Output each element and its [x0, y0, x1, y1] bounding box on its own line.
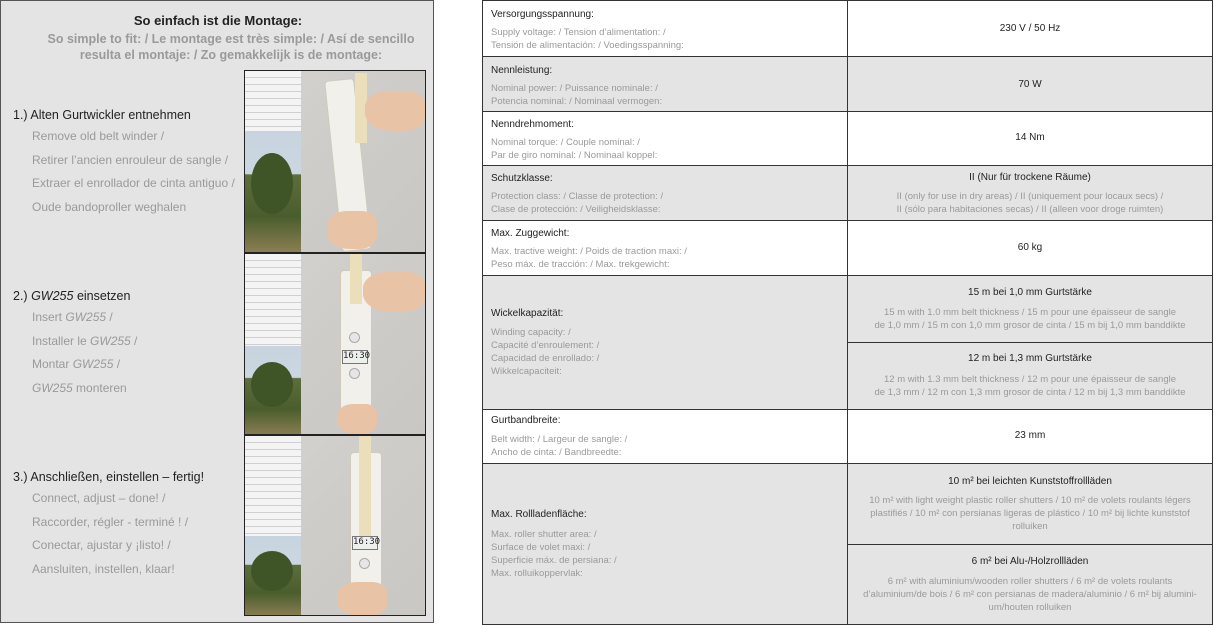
- step-1: [13, 105, 241, 219]
- spec-value-cell: II (Nur für trockene Räume) II (only for use in dry areas) / II (uniquement pour locaux secs) / II (sólo para habitaciones secas) / II (alleen voor droge ruimten): [847, 165, 1213, 221]
- spec-value-cell: 14 Nm: [847, 111, 1213, 166]
- spec-value-cell: 10 m² bei leichten Kunststoffrollläden 10 m² with light weight plastic roller shutters / 10 m² de volets roulants légers plastifiés / 10 m² con persianas ligeras de plástico / 10 m² bij lichte kunststof rolluiken: [847, 463, 1213, 545]
- step-1-line: Retirer l’ancien enrouleur de sangle /: [32, 152, 229, 167]
- spec-row-nominal-torque: [482, 111, 1213, 166]
- device-display: 16:30: [352, 536, 378, 550]
- spec-row-protection-class: [482, 165, 1213, 221]
- hand-graphic: [337, 582, 387, 616]
- spec-value-cell: 6 m² bei Alu-/Holzrollläden 6 m² with aluminium/wooden roller shutters / 6 m² de volets roulants d’aluminium/de bois / 6 m² con persianas de madera/aluminio / 6 m² bij alumini- um/houten rolluiken: [847, 544, 1213, 625]
- spec-label-cell: Nenndrehmoment: Nominal torque: / Couple nominal: / Par de giro nominal: / Nominaal koppel:: [482, 111, 848, 166]
- step-3-line: Conectar, ajustar y ¡listo! /: [32, 538, 171, 552]
- step-2-line: GW255 monteren: [32, 380, 127, 395]
- hand-graphic: [363, 272, 425, 312]
- step-2: [13, 286, 241, 400]
- installation-subtitle: So simple to fit: / Le montage est très simple: / Así de sencillo resulta el montaje: / Zo gemakkelijk is de montage:: [47, 32, 415, 62]
- spec-value-cell: 12 m bei 1,3 mm Gurtstärke 12 m with 1.3 mm belt thickness / 12 m pour une épaisseur de sangle de 1,3 mm / 12 m con 1,3 mm grosor de cinta / 12 m bij 1,3 mm banddikte: [847, 342, 1213, 410]
- spec-row-winding-capacity: [482, 275, 1213, 410]
- roller-shutter-graphic: [245, 436, 301, 536]
- down-button-graphic: [359, 558, 370, 569]
- spec-value-cell: 70 W: [847, 56, 1213, 112]
- step-1-line: Extraer el enrollador de cinta antiguo /: [32, 176, 235, 190]
- installation-title: So einfach ist die Montage:: [133, 13, 303, 28]
- step-3-heading: 3.) Anschließen, einstellen – fertig!: [13, 470, 205, 484]
- installation-panel: [0, 0, 434, 623]
- spec-value-cell: 230 V / 50 Hz: [847, 0, 1213, 57]
- belt-graphic: [350, 254, 362, 304]
- roller-shutter-graphic: [245, 254, 301, 346]
- roller-shutter-graphic: [245, 71, 301, 131]
- spec-row-supply-voltage: [482, 0, 1213, 57]
- window-tree-graphic: [245, 131, 301, 253]
- step-2-line: Montar GW255 /: [32, 357, 121, 371]
- spec-label-cell: Versorgungsspannung: Supply voltage: / Tension d’alimentation: / Tensión de alimentación: / Voedingsspanning:: [482, 0, 848, 57]
- spec-label-cell: Max. Zuggewicht: Max. tractive weight: / Poids de traction maxi: / Peso máx. de tracción: / Max. trekgewicht:: [482, 220, 848, 276]
- step-1-line: Oude bandoproller weghalen: [32, 199, 187, 214]
- step-3-line: Raccorder, régler - terminé ! /: [32, 514, 189, 529]
- step-2-line: Installer le GW255 /: [32, 333, 138, 348]
- hand-graphic: [365, 91, 425, 131]
- step-3-line: Aansluiten, instellen, klaar!: [32, 561, 175, 576]
- device-display: 16:30: [342, 350, 368, 364]
- window-tree-graphic: [245, 536, 301, 616]
- spec-table: [482, 0, 1213, 625]
- spec-label-cell: Max. Rollladenfläche: Max. roller shutter area: / Surface de volet maxi: / Superficie máx. de persiana: / Max. rolluikoppervlak:: [482, 463, 848, 625]
- hand-graphic: [327, 211, 377, 249]
- spec-value-cell: 23 mm: [847, 409, 1213, 464]
- step-3-photo: [244, 435, 426, 616]
- spec-label-cell: Nennleistung: Nominal power: / Puissance nominale: / Potencia nominal: / Nominaal vermogen:: [482, 56, 848, 112]
- window-tree-graphic: [245, 346, 301, 435]
- step-2-line: Insert GW255 /: [32, 310, 113, 324]
- step-3-line: Connect, adjust – done! /: [32, 491, 166, 505]
- up-button-graphic: [349, 332, 360, 343]
- step-3: [13, 467, 241, 581]
- belt-graphic: [359, 436, 371, 536]
- step-2-photo: [244, 253, 426, 435]
- spec-label-cell: Wickelkapazität: Winding capacity: / Capacité d’enroulement: / Capacidad de enrollado: / Wikkelcapaciteit:: [482, 275, 848, 410]
- step-1-photo: [244, 70, 426, 253]
- spec-label-cell: Schutzklasse: Protection class: / Classe de protection: / Clase de protección: / Veiligheidsklasse:: [482, 165, 848, 221]
- step-1-line: Remove old belt winder /: [32, 129, 165, 143]
- step-2-heading: 2.) GW255 einsetzen: [13, 289, 131, 303]
- spec-label-cell: Gurtbandbreite: Belt width: / Largeur de sangle: / Ancho de cinta: / Bandbreedte:: [482, 409, 848, 464]
- hand-graphic: [337, 404, 377, 434]
- spec-value-cell: 15 m bei 1,0 mm Gurtstärke 15 m with 1.0 mm belt thickness / 15 m pour une épaisseur de sangle de 1,0 mm / 15 m con 1,0 mm grosor de cinta / 15 m bij 1,0 mm banddikte: [847, 275, 1213, 343]
- spec-row-belt-width: [482, 409, 1213, 464]
- spec-row-max-shutter-area: [482, 463, 1213, 625]
- spec-row-max-tractive-weight: [482, 220, 1213, 276]
- down-button-graphic: [349, 368, 360, 379]
- spec-row-nominal-power: [482, 56, 1213, 112]
- spec-value-cell: 60 kg: [847, 220, 1213, 276]
- step-1-heading: 1.) Alten Gurtwickler entnehmen: [13, 108, 191, 122]
